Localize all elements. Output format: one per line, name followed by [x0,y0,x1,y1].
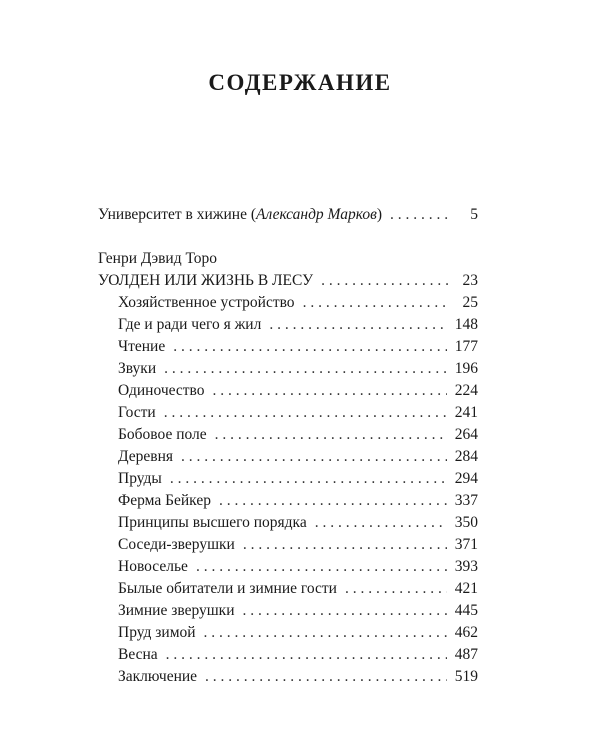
dot-leader [205,666,447,688]
toc-entry-page: 371 [454,536,478,553]
toc-entry-page: 337 [454,492,478,509]
toc-entry-chapter[interactable] [98,556,478,578]
toc-entry-title: Деревня [118,448,174,465]
dot-leader [219,490,447,512]
toc-entry-page: 462 [454,624,478,641]
toc-entry-title: Гости [118,404,156,421]
toc-entry-page: 5 [470,206,478,223]
toc-entry-chapter[interactable] [98,512,478,534]
toc-entry-chapter[interactable] [98,424,478,446]
toc-entry-title: Чтение [118,338,166,355]
dot-leader [213,380,447,402]
toc-entry-title: Звуки [118,360,157,377]
toc-entry-page: 445 [454,602,478,619]
toc-entry-page: 264 [454,426,478,443]
chapter-list [98,292,478,688]
dot-leader [315,512,447,534]
dot-leader [166,644,447,666]
toc-entry-title: Заключение [118,668,198,685]
toc-entry-author-italic: Александр Марков [256,206,377,223]
toc-entry-page: 284 [454,448,478,465]
toc-entry-chapter[interactable] [98,490,478,512]
toc-entry-chapter[interactable] [98,314,478,336]
dot-leader [243,600,447,622]
dot-leader [243,534,447,556]
dot-leader [164,358,447,380]
toc-entry-page: 519 [454,668,478,685]
toc-entry-title: Пруды [118,470,162,487]
toc-entry-page: 196 [454,360,478,377]
toc-entry-title: Былые обитатели и зимние гости [118,580,337,597]
toc-entry-chapter[interactable] [98,292,478,314]
toc-entry-chapter[interactable] [98,402,478,424]
toc-entry-chapter[interactable] [98,446,478,468]
toc-entry-title: Принципы высшего порядка [118,514,307,531]
dot-leader [269,314,446,336]
toc-entry-page: 25 [462,294,478,311]
toc-entry-title: Одиночество [118,382,205,399]
author-name: Генри Дэвид Торо [98,250,218,267]
toc-entry-page: 224 [454,382,478,399]
dot-leader [196,556,447,578]
table-of-contents [98,204,478,688]
toc-entry-page: 241 [454,404,478,421]
dot-leader [181,446,447,468]
toc-entry-title: Зимние зверушки [118,602,235,619]
dot-leader [170,468,447,490]
toc-entry-chapter[interactable] [98,622,478,644]
toc-entry-chapter[interactable] [98,380,478,402]
toc-entry-title: Соседи-зверушки [118,536,235,553]
toc-entry-page: 23 [462,272,478,289]
dot-leader [303,292,450,314]
toc-entry-chapter[interactable] [98,336,478,358]
dot-leader [390,204,450,226]
toc-entry-title: Пруд зимой [118,624,196,641]
toc-entry-chapter[interactable] [98,468,478,490]
toc-entry-intro[interactable] [98,204,478,226]
page-title: СОДЕРЖАНИЕ [208,70,392,95]
toc-entry-title: Хозяйственное устройство [118,294,295,311]
toc-entry-book[interactable] [98,270,478,292]
toc-entry-chapter[interactable] [98,600,478,622]
toc-entry-page: 294 [454,470,478,487]
toc-entry-title: Бобовое поле [118,426,207,443]
toc-entry-title: Где и ради чего я жил [118,316,262,333]
toc-entry-chapter[interactable] [98,578,478,600]
toc-entry-chapter[interactable] [98,358,478,380]
toc-entry-chapter[interactable] [98,666,478,688]
dot-leader [204,622,447,644]
toc-entry-page: 350 [454,514,478,531]
dot-leader [173,336,447,358]
dot-leader [215,424,447,446]
toc-entry-page: 421 [454,580,478,597]
toc-entry-chapter[interactable] [98,644,478,666]
dot-leader [345,578,447,600]
dot-leader [321,270,450,292]
toc-entry-title: УОЛДЕН ИЛИ ЖИЗНЬ В ЛЕСУ [98,272,314,289]
toc-entry-page: 177 [454,338,478,355]
toc-entry-title: Новоселье [118,558,188,575]
toc-entry-chapter[interactable] [98,534,478,556]
toc-entry-title: Ферма Бейкер [118,492,211,509]
toc-entry-page: 393 [454,558,478,575]
toc-entry-title: Университет в хижине (Александр Марков) [98,206,383,223]
toc-entry-page: 148 [454,316,478,333]
toc-entry-page: 487 [454,646,478,663]
dot-leader [164,402,447,424]
spacer [98,226,478,248]
toc-entry-title: Весна [118,646,158,663]
